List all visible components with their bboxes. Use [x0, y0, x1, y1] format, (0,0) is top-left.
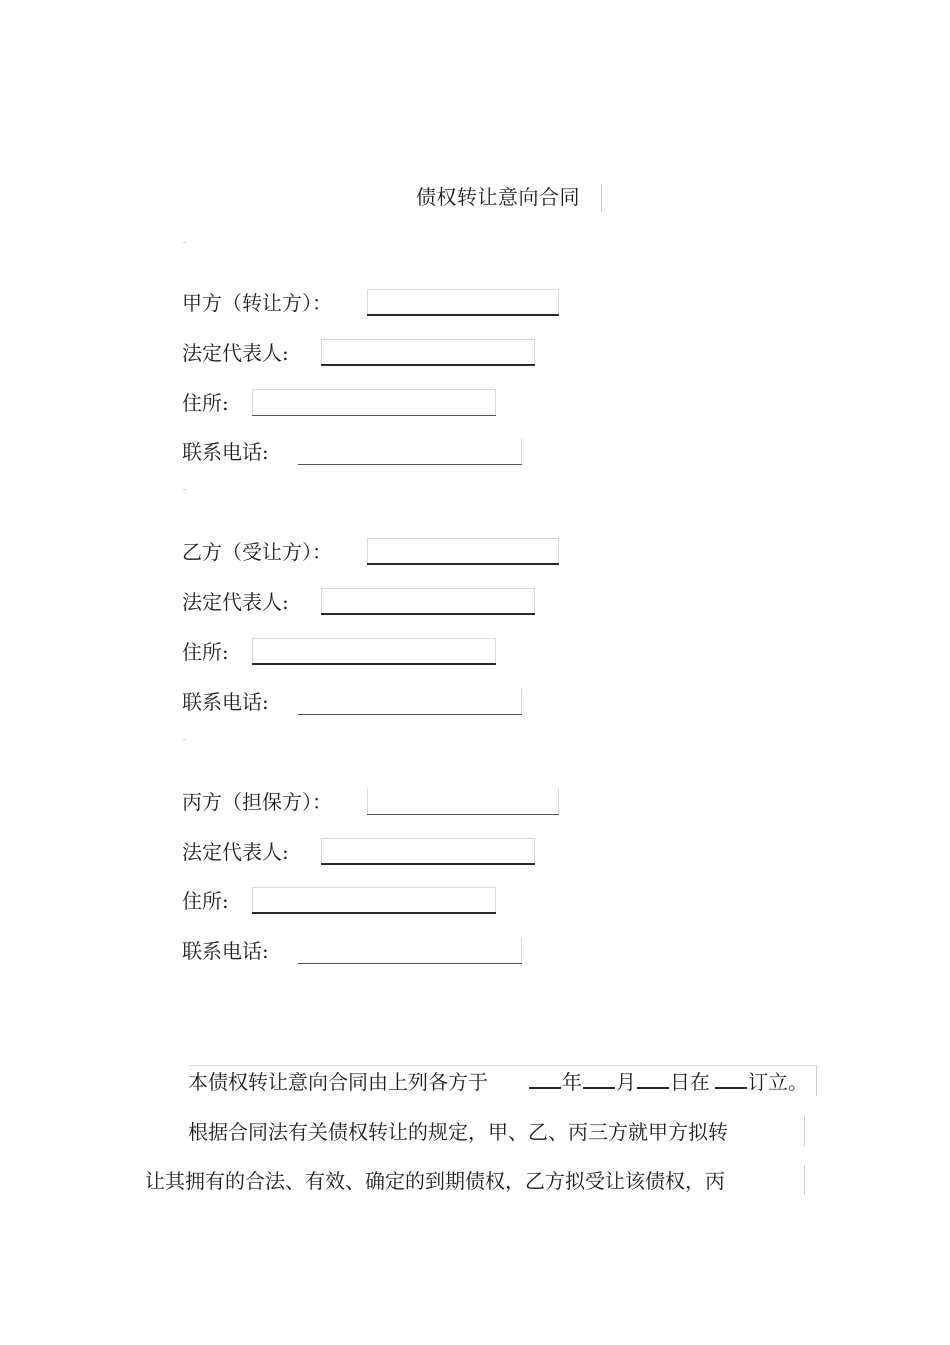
text-frame-edge [804, 1165, 805, 1195]
party-a-name-blank[interactable] [367, 289, 559, 316]
party-b-address-label: 住所: [182, 640, 229, 664]
party-c-address-blank[interactable] [252, 887, 496, 914]
party-c-address-label: 住所: [182, 889, 229, 913]
place-blank[interactable] [715, 1067, 747, 1089]
party-c-heading: 丙方（担保方）： [182, 790, 332, 814]
margin-tick [183, 242, 186, 243]
day-blank[interactable] [637, 1067, 669, 1089]
party-b-heading: 乙方（受让方）： [182, 540, 332, 564]
year-blank[interactable] [529, 1067, 561, 1089]
party-a-rep-blank[interactable] [321, 339, 535, 366]
document-title: 债权转让意向合同 [416, 185, 580, 209]
party-a-rep-label: 法定代表人: [182, 341, 289, 365]
day-label: 日在 [670, 1070, 710, 1094]
party-b-rep-label: 法定代表人: [182, 590, 289, 614]
margin-tick [183, 489, 186, 490]
party-a-address-blank[interactable] [252, 389, 496, 416]
month-label: 月 [616, 1070, 636, 1094]
party-c-phone-blank[interactable] [298, 937, 522, 964]
party-b-phone-blank[interactable] [298, 688, 522, 715]
body-line-1: 根据合同法有关债权转让的规定，甲、乙、丙三方就甲方拟转 [188, 1120, 728, 1144]
date-sentence [188, 1067, 808, 1096]
margin-tick [183, 739, 186, 740]
party-a-heading: 甲方（转让方）： [182, 291, 332, 315]
party-b-address-blank[interactable] [252, 638, 496, 665]
party-c-rep-label: 法定代表人: [182, 840, 289, 864]
party-b-rep-blank[interactable] [321, 588, 535, 615]
party-b-name-blank[interactable] [367, 538, 559, 565]
body-line-2: 让其拥有的合法、有效、确定的到期债权，乙方拟受让该债权，丙 [145, 1169, 725, 1193]
title-frame-edge [601, 184, 602, 212]
party-a-address-label: 住所: [182, 391, 229, 415]
year-label: 年 [562, 1070, 582, 1094]
party-c-rep-blank[interactable] [321, 838, 535, 865]
party-a-phone-label: 联系电话: [182, 440, 269, 464]
date-suffix: 订立。 [748, 1070, 808, 1094]
month-blank[interactable] [583, 1067, 615, 1089]
party-c-phone-label: 联系电话: [182, 939, 269, 963]
party-a-phone-blank[interactable] [298, 438, 522, 465]
party-c-name-blank[interactable] [367, 788, 559, 815]
text-frame-edge [804, 1116, 805, 1146]
party-b-phone-label: 联系电话: [182, 690, 269, 714]
date-prefix: 本债权转让意向合同由上列各方于 [188, 1070, 488, 1094]
